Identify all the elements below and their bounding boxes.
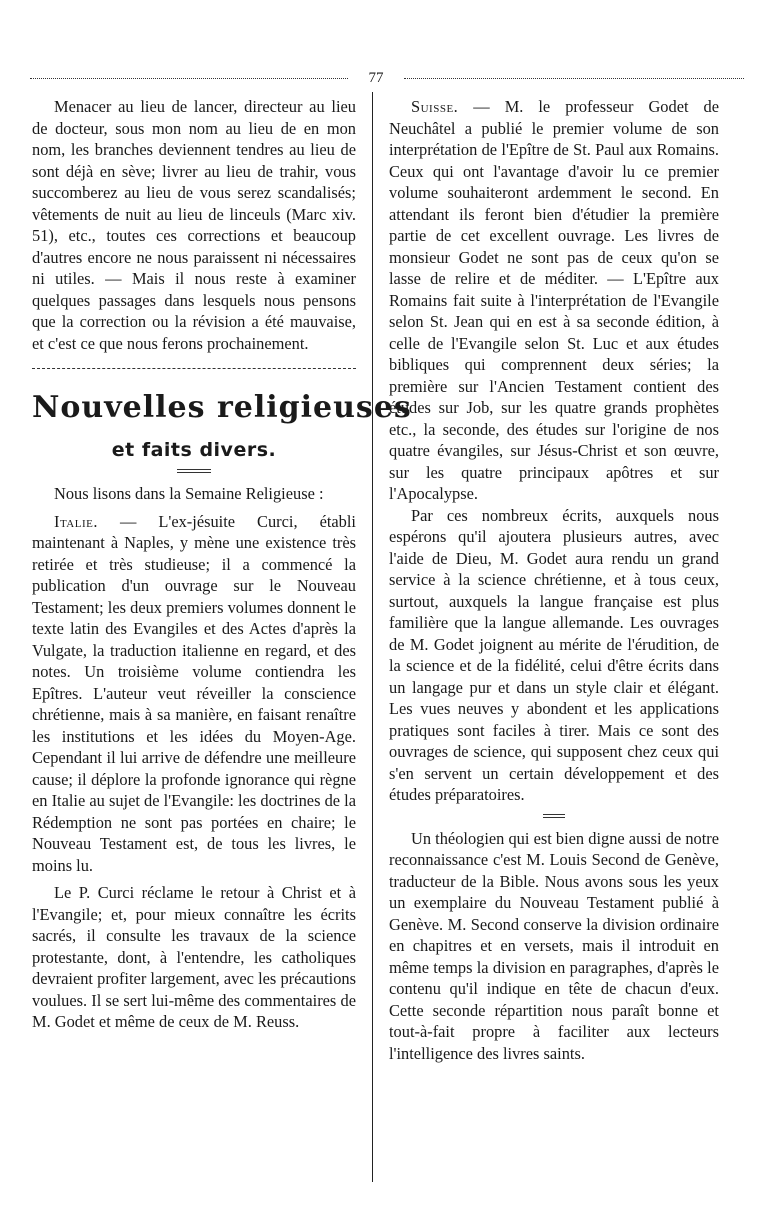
par-ces-paragraph: Par ces nombreux écrits, auxquels nous espérons qu'il ajoutera plusieurs autres, avec l'aide de Dieu, M. Godet aura rendu un grand service à la science chrétienne, et à tous ceux, surtout, auxquels la langue française est plus familière que la langue allemande. Les ouvrages de M. Godet joignent au mérite de l'érudition, de la science et de la fidélité, celui d'être écrits dans un langage pur et dans un style clair et élégant. Les vues neuves y abondent et les applications pratiques sont faciles à tirer. Mais ce sont des ouvrages de science, qui supposent chez ceux qui s'en servent un certain développement et des études préparatoires. (389, 505, 719, 804)
right-column (389, 96, 719, 1064)
page-header (30, 70, 744, 86)
italie-paragraph (32, 511, 356, 877)
section-subtitle: et faits divers. (111, 439, 277, 461)
italie-text: — L'ex-jésuite Curci, établi maintenant à Naples, y mène une existence très retirée et très studieuse; il a commencé la publication d'un ouvrage sur le Nouveau Testament; les deux premiers volumes donnent le texte latin des Evangiles et des Actes d'après la Vulgate, la traduction italienne en regard, et des notes. Un troisième volume contiendra les Epîtres. L'auteur veut réveiller la conscience chrétienne, mais à sa manière, en faisant renaître les institutions et les idées du Moyen-Age. Cependant il lui arrive de défendre une meilleure cause; il déplore la profonde ignorance qui règne en Italie au sujet de l'Evangile: les doctrines de la Rédemption ne sont pas portées en chaire; le Nouveau Testament est, de tous les livres, le moins lu. (32, 511, 356, 875)
page-number: 77 (368, 70, 384, 86)
title-ornament (177, 469, 211, 473)
column-divider (372, 92, 373, 1182)
header-rule-right (404, 78, 744, 79)
lead-paragraph: Nous lisons dans la Semaine Religieuse : (54, 484, 324, 503)
header-rule-left (30, 78, 348, 79)
theologien-paragraph: Un théologien qui est bien digne aussi de notre reconnaissance c'est M. Louis Second de Genève, traducteur de la Bible. Nous avons sous les yeux un exemplaire du Nouveau Testament publié à Genève. M. Second conserve la division ordinaire en chapitres et en versets, mais il introduit en même temps la division en paragraphes, d'après le contenu qu'il indique en tête de chacun d'eux. Cette seconde répartition nous paraît bonne et tout-à-fait propre à faciliter aux lecteurs l'intelligence des livres saints. (389, 828, 719, 1063)
suisse-label: Suisse. (411, 97, 459, 116)
section-separator (32, 368, 356, 369)
paragraph-ornament (543, 814, 565, 818)
suisse-paragraph (389, 96, 719, 505)
suisse-text: — M. le professeur Godet de Neuchâtel a publié le premier volume de son interprétation de l'Epître de St. Paul aux Romains. Ceux qui ont l'avantage d'avoir lu ce premier volume souhaiteront ardemment le second. En attendant ils feront bien d'étudier la première partie de cet excellent ouvrage. Les livres de monsieur Godet ne sont pas de ceux qu'on se lasse de relire et de méditer. — L'Epître aux Romains fait suite à l'interprétation de l'Evangile selon St. Jean qui en est à sa seconde édition, à celle de l'Evangile selon St. Luc et aux études bibliques qui comprennent deux séries; la première sur l'Ancien Testament contient des études sur Job, sur les quatre grands prophètes etc., la seconde, des études sur l'origine de nos quatre évangiles, sur Jésus-Christ et son œuvre, sur les quatre principaux apôtres et sur l'Apocalypse. (389, 97, 719, 503)
italie-label: Italie. (54, 511, 98, 531)
curci-paragraph: Le P. Curci réclame le retour à Christ et à l'Evangile; et, pour mieux connaître les écrits sacrés, il consulte les travaux de la science protestante, dont, à l'entendre, les catholiques devraient profiter largement, avec les précautions voulues. Il se sert lui-même des commentaires de M. Godet et même de ceux de M. Reuss. (32, 883, 356, 1031)
intro-paragraph: Menacer au lieu de lancer, directeur au lieu de docteur, sous mon nom au lieu de en mon nom, les branches deviennent tendres au lieu de sont déjà en sève; livrer au lieu de trahir, vous succomberez au lieu de vous serez scandalisés; vêtements de nuit au lieu de linceuls (Marc xiv. 51), etc., toutes ces corrections et beaucoup d'autres encore ne nous paraissent ni nécessaires ni utiles. — Mais il nous reste à examiner quelques passages dans lesquels nous pensons que la correction ou la révision a été mauvaise, et c'est ce que nous ferons prochainement. (32, 97, 356, 353)
left-column (32, 96, 412, 1033)
section-title: Nouvelles religieuses (32, 390, 412, 425)
